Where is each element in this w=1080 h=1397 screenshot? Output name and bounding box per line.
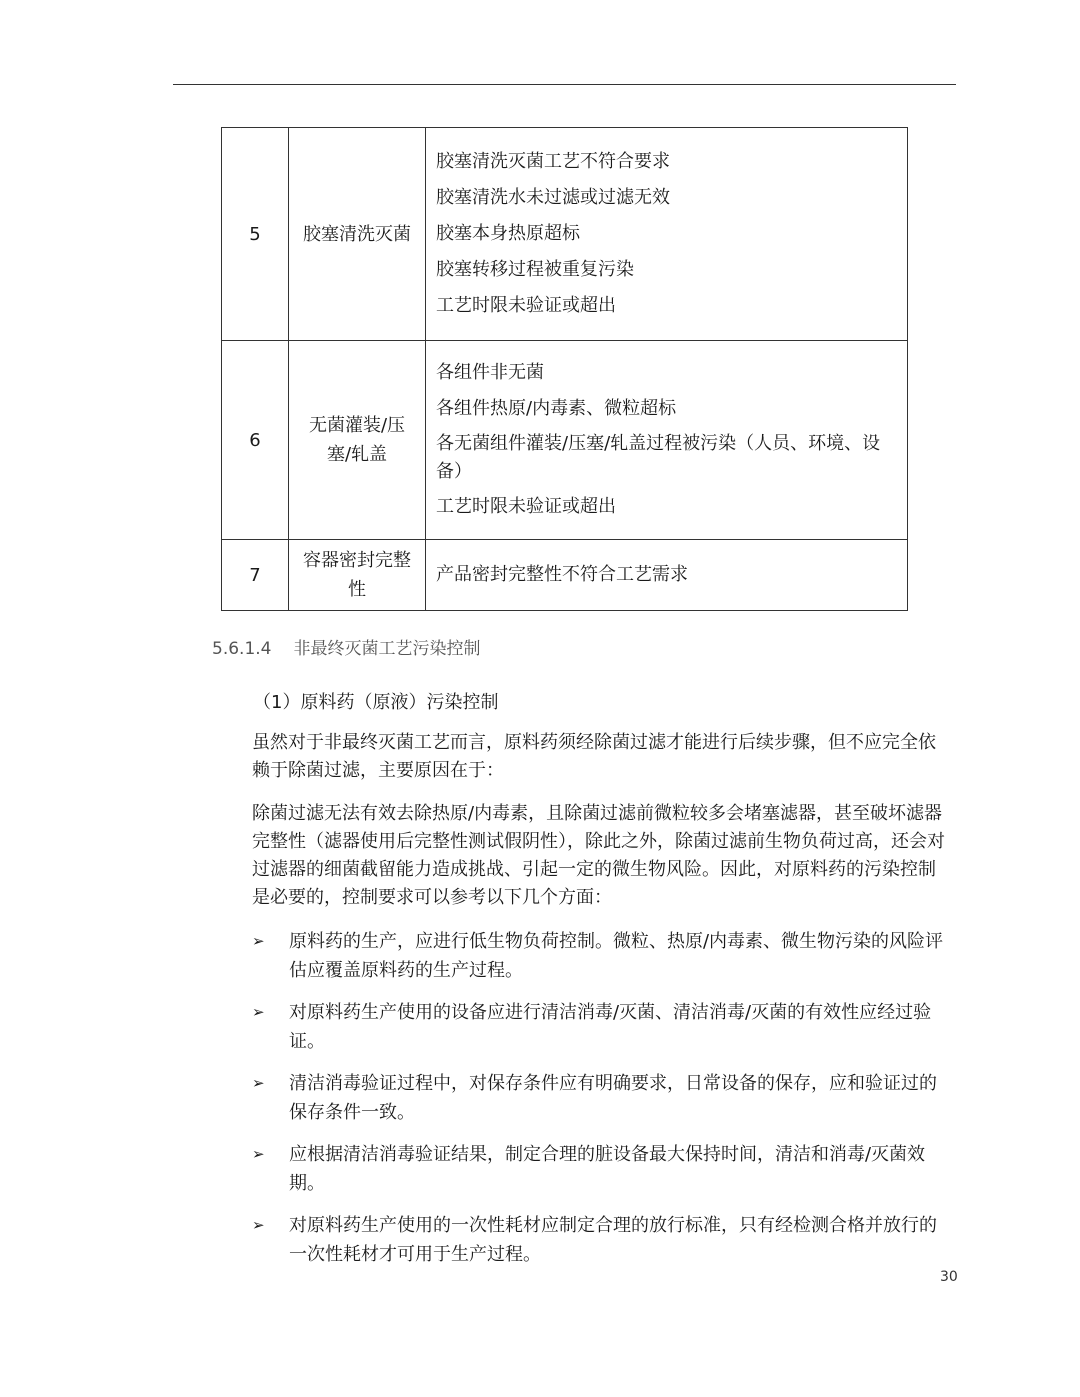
list-item	[252, 1140, 952, 1198]
arrow-bullet-icon: ➢	[252, 1003, 265, 1021]
risk-item: 各无菌组件灌装/压塞/轧盖过程被污染（人员、环境、设备）	[436, 433, 881, 482]
section-title: 非最终灭菌工艺污染控制	[293, 639, 481, 659]
list-item	[252, 1211, 952, 1269]
risk-item: 各组件热原/内毒素、微粒超标	[436, 398, 677, 419]
risk-item: 工艺时限未验证或超出	[436, 496, 616, 517]
bullet-list	[252, 927, 952, 1282]
list-item-text: 清洁消毒验证过程中，对保存条件应有明确要求，日常设备的保存，应和验证过的保存条件一致。	[289, 1073, 937, 1123]
arrow-bullet-icon: ➢	[252, 1216, 265, 1234]
risk-item: 胶塞本身热原超标	[436, 223, 580, 244]
list-item	[252, 927, 952, 985]
header-rule	[173, 84, 956, 85]
table-row	[222, 341, 908, 540]
row-number: 7	[222, 540, 289, 611]
arrow-bullet-icon: ➢	[252, 1074, 265, 1092]
process-step: 无菌灌装/压塞/轧盖	[289, 341, 426, 540]
list-item-text: 对原料药生产使用的设备应进行清洁消毒/灭菌、清洁消毒/灭菌的有效性应经过验证。	[289, 1002, 932, 1052]
process-step: 胶塞清洗灭菌	[289, 128, 426, 341]
row-number: 5	[222, 128, 289, 341]
table-row	[222, 540, 908, 611]
risk-table	[221, 127, 908, 611]
table-row	[222, 128, 908, 341]
list-item	[252, 1069, 952, 1127]
arrow-bullet-icon: ➢	[252, 1145, 265, 1163]
risk-item: 各组件非无菌	[436, 362, 544, 383]
list-item	[252, 998, 952, 1056]
risk-item: 产品密封完整性不符合工艺需求	[436, 564, 688, 585]
section-number: 5.6.1.4	[212, 639, 272, 659]
paragraph: 虽然对于非最终灭菌工艺而言，原料药须经除菌过滤才能进行后续步骤，但不应完全依赖于除菌过滤，主要原因在于：	[252, 732, 936, 781]
risk-list	[426, 128, 908, 341]
risk-item: 胶塞清洗水未过滤或过滤无效	[436, 187, 670, 208]
process-step: 容器密封完整性	[289, 540, 426, 611]
risk-list	[426, 540, 908, 611]
list-item-text: 原料药的生产，应进行低生物负荷控制。微粒、热原/内毒素、微生物污染的风险评估应覆盖原料药的生产过程。	[289, 931, 944, 981]
risk-item: 工艺时限未验证或超出	[436, 295, 616, 316]
arrow-bullet-icon: ➢	[252, 932, 265, 950]
risk-item: 胶塞清洗灭菌工艺不符合要求	[436, 151, 670, 172]
risk-list	[426, 341, 908, 540]
page-number: 30	[940, 1269, 958, 1285]
subsection-title: （1）原料药（原液）污染控制	[253, 692, 499, 713]
section-heading	[212, 634, 480, 659]
row-number: 6	[222, 341, 289, 540]
paragraph: 除菌过滤无法有效去除热原/内毒素，且除菌过滤前微粒较多会堵塞滤器，甚至破坏滤器完整性（滤器使用后完整性测试假阴性），除此之外，除菌过滤前生物负荷过高，还会对过滤器的细菌截留能力造成挑战、引起一定的微生物风险。因此，对原料药的污染控制是必要的，控制要求可以参考以下几个方面：	[252, 803, 945, 908]
list-item-text: 对原料药生产使用的一次性耗材应制定合理的放行标准，只有经检测合格并放行的一次性耗材才可用于生产过程。	[289, 1215, 937, 1265]
risk-item: 胶塞转移过程被重复污染	[436, 259, 634, 280]
list-item-text: 应根据清洁消毒验证结果，制定合理的脏设备最大保持时间，清洁和消毒/灭菌效期。	[289, 1144, 926, 1194]
